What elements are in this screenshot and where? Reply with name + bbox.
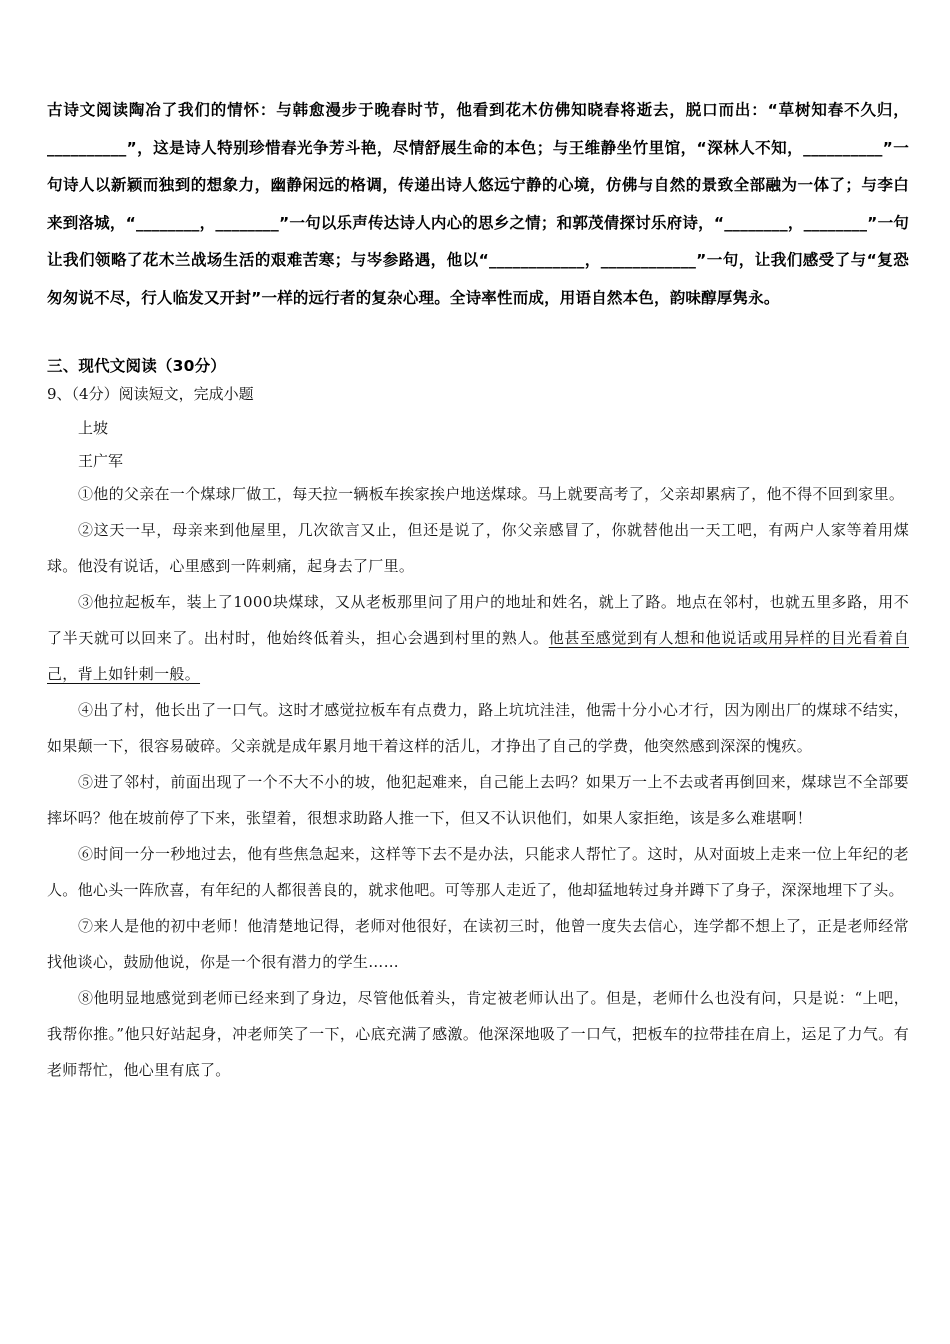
article-title: 上坡: [78, 419, 109, 437]
question-prompt: 9、（4分）阅读短文，完成小题: [47, 385, 254, 403]
paragraph-3-text: ③他拉起板车，装上了1000块煤球，又从老板那里问了用户的地址和姓名，就上了路。地点在邻村，也就五里多路，用不了半天就可以回来了。出村时，他始终低着头，担心会遇到村里的熟人。: [47, 593, 909, 647]
paragraph-5: ⑤进了邻村，前面出现了一个不大不小的坡，他犯起难来，自己能上去吗？如果万一上不去或者再倒回来，煤球岂不全部要摔坏吗？他在坡前停了下来，张望着，很想求助路人推一下，但又不认识他们，如果人家拒绝，该是多么难堪啊！: [47, 773, 909, 827]
underlined-sentence: 他甚至感觉到有人想和他说话或用异样的目光看着自己，背上如针刺一般。: [47, 629, 909, 683]
article-body: [47, 476, 909, 1088]
paragraph-2: ②这天一早，母亲来到他屋里，几次欲言又止，但还是说了，你父亲感冒了，你就替他出一天工吧，有两户人家等着用煤球。他没有说话，心里感到一阵刺痛，起身去了厂里。: [47, 521, 909, 575]
article-author: 王广军: [78, 452, 124, 470]
paragraph-7: ⑦来人是他的初中老师！他清楚地记得，老师对他很好，在读初三时，他曾一度失去信心，连学都不想上了，正是老师经常找他谈心，鼓励他说，你是一个很有潜力的学生……: [47, 917, 909, 971]
section-heading: 三、现代文阅读（30分）: [47, 357, 226, 375]
paragraph-3: [47, 584, 909, 692]
paragraph-8: ⑧他明显地感觉到老师已经来到了身边，尽管他低着头，肯定被老师认出了。但是，老师什么也没有问，只是说：“上吧，我帮你推。”他只好站起身，冲老师笑了一下，心底充满了感激。他深深地吸了一口气，把板车的拉带挂在肩上，运足了力气。有老师帮忙，他心里有底了。: [47, 989, 909, 1079]
paragraph-4: ④出了村，他长出了一口气。这时才感觉拉板车有点费力，路上坑坑洼洼，他需十分小心才行，因为刚出厂的煤球不结实，如果颠一下，很容易破碎。父亲就是成年累月地干着这样的活儿，才挣出了自己的学费，他突然感到深深的愧疚。: [47, 701, 909, 755]
poetry-fill-in-paragraph: 古诗文阅读陶冶了我们的情怀：与韩愈漫步于晚春时节，他看到花木仿佛知晓春将逝去，脱口而出：“草树知春不久归，__________”，这是诗人特别珍惜春光争芳斗艳，尽情舒展生命的本色；与王维静坐竹里馆，“深林人不知，__________”一句诗人以新颖而独到的想象力，幽静闲远的格调，传递出诗人悠远宁静的心境，仿佛与自然的景致全部融为一体了；与李白来到洛城，“________，________”一句以乐声传达诗人内心的思乡之情；和郭茂倩探讨乐府诗，“________，________”一句让我们领略了花木兰战场生活的艰难苦寒；与岑参路遇，他以“____________，____________”一句，让我们感受了与“复恐匆匆说不尽，行人临发又开封”一样的远行者的复杂心理。全诗率性而成，用语自然本色，韵味醇厚隽永。: [47, 101, 909, 307]
paragraph-6: ⑥时间一分一秒地过去，他有些焦急起来，这样等下去不是办法，只能求人帮忙了。这时，从对面坡上走来一位上年纪的老人。他心头一阵欣喜，有年纪的人都很善良的，就求他吧。可等那人走近了，他却猛地转过身并蹲下了身子，深深地埋下了头。: [47, 845, 909, 899]
paragraph-1: ①他的父亲在一个煤球厂做工，每天拉一辆板车挨家挨户地送煤球。马上就要高考了，父亲却累病了，他不得不回到家里。: [78, 485, 905, 503]
